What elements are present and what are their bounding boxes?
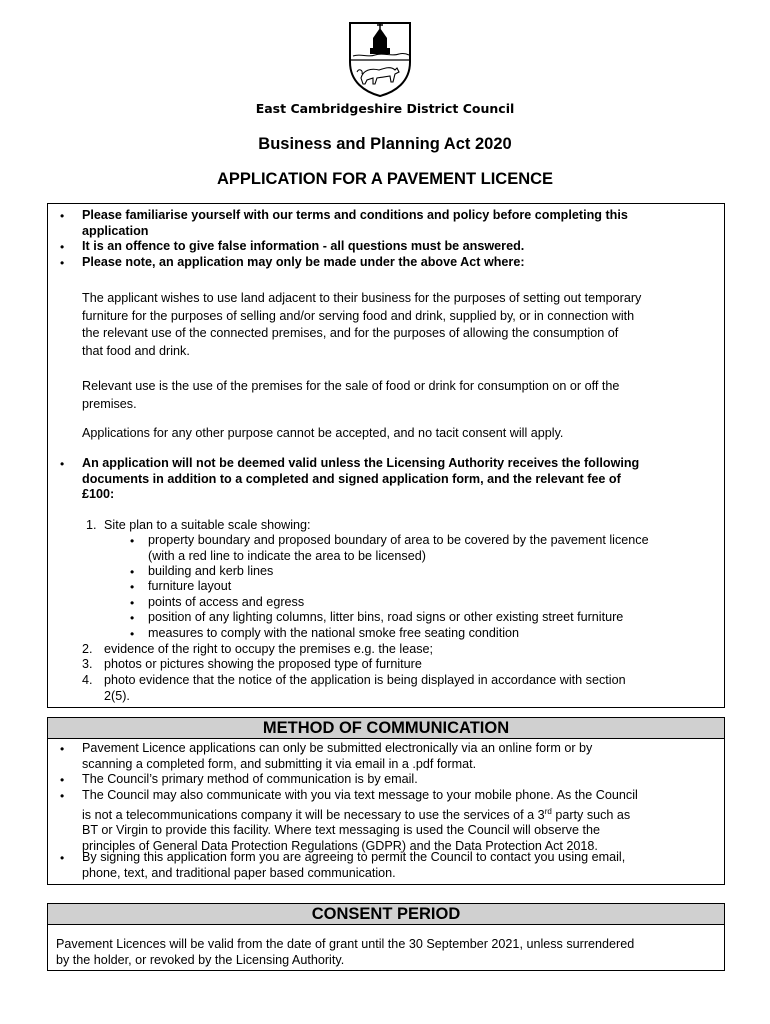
validity-line: An application will not be deemed valid unless the Licensing Authority receives the following bbox=[82, 456, 640, 470]
sub-line: property boundary and proposed boundary of area to be covered by the pavement licence bbox=[148, 533, 649, 547]
bullet-icon: • bbox=[60, 240, 65, 254]
doc-item-2: evidence of the right to occupy the premises e.g. the lease; bbox=[104, 642, 434, 656]
validity-line: documents in addition to a completed and signed application form, and the relevant fee of bbox=[82, 471, 621, 486]
bullet-icon: • bbox=[130, 627, 135, 641]
site-plan-sub-3: furniture layout bbox=[148, 579, 232, 593]
para2-line: Relevant use is the use of the premises for the sale of food or drink for consumption on or off the bbox=[82, 379, 620, 393]
bullet-icon: • bbox=[130, 565, 135, 579]
communication-heading: METHOD OF COMMUNICATION bbox=[48, 718, 724, 739]
site-plan-sub-5: position of any lighting columns, litter bins, road signs or other existing street furniture bbox=[148, 610, 624, 624]
doc-item-3: photos or pictures showing the proposed type of furniture bbox=[104, 657, 422, 671]
communication-bullet-1 bbox=[82, 741, 592, 772]
consent-heading: CONSENT PERIOD bbox=[48, 904, 724, 925]
doc-item-4 bbox=[104, 673, 626, 704]
intro-bullet-3: Please note, an application may only be made under the above Act where: bbox=[82, 255, 525, 269]
doc-item-4-line: 2(5). bbox=[104, 688, 130, 703]
comm-line: scanning a completed form, and submitting it via email in a .pdf format. bbox=[82, 756, 477, 771]
comm-line: principles of General Data Protection Regulations (GDPR) and the Data Protection Act 2018. bbox=[82, 838, 598, 853]
bullet-icon: • bbox=[60, 209, 65, 223]
intro-bullet-1-line-2: application bbox=[82, 223, 149, 238]
communication-section bbox=[47, 717, 725, 885]
other-purpose-paragraph: Applications for any other purpose cannot be accepted, and no tacit consent will apply. bbox=[82, 426, 564, 440]
bullet-icon: • bbox=[60, 773, 65, 787]
doc-item-1: Site plan to a suitable scale showing: bbox=[104, 518, 311, 532]
act-title: Business and Planning Act 2020 bbox=[258, 135, 512, 153]
bullet-icon: • bbox=[60, 789, 65, 803]
comm-text: is not a telecommunications company it will be necessary to use the services of a 3 bbox=[82, 807, 545, 822]
validity-bullet bbox=[82, 456, 639, 503]
consent-line: Pavement Licences will be valid from the date of grant until the 30 September 2021, unless surrendered bbox=[56, 937, 635, 951]
sub-line: (with a red line to indicate the area to be licensed) bbox=[148, 548, 426, 563]
doc-number-4: 4. bbox=[82, 673, 93, 687]
para1-line: that food and drink. bbox=[82, 343, 190, 358]
para1-line: furniture for the purposes of selling and/or serving food and drink, supplied by, or in connection with bbox=[82, 308, 635, 323]
para1-line: the relevant use of the connected premises, and for the purposes of allowing the consumption of bbox=[82, 326, 619, 341]
para2-line: premises. bbox=[82, 396, 137, 411]
bullet-icon: • bbox=[130, 596, 135, 610]
doc-number-1: 1. bbox=[86, 518, 97, 532]
intro-bullet-2: It is an offence to give false information - all questions must be answered. bbox=[82, 239, 525, 253]
comm-line: The Council may also communicate with you via text message to your mobile phone. As the Council bbox=[82, 788, 638, 802]
site-plan-sub-6: measures to comply with the national smoke free seating condition bbox=[148, 626, 520, 640]
communication-bullet-4 bbox=[82, 850, 625, 881]
bullet-icon: • bbox=[60, 457, 65, 471]
bullet-icon: • bbox=[130, 611, 135, 625]
doc-number-2: 2. bbox=[82, 642, 93, 656]
consent-text bbox=[56, 936, 634, 968]
site-plan-sub-2: building and kerb lines bbox=[148, 564, 274, 578]
consent-section bbox=[47, 903, 725, 971]
intro-bullet-1-line-1: Please familiarise yourself with our terms and conditions and policy before completing this bbox=[82, 208, 628, 222]
comm-line: BT or Virgin to provide this facility. Where text messaging is used the Council will observe the bbox=[82, 823, 600, 838]
council-crest-logo bbox=[347, 20, 413, 98]
communication-bullet-2: The Council’s primary method of communication is by email. bbox=[82, 772, 418, 786]
bullet-icon: • bbox=[130, 534, 135, 548]
application-title: APPLICATION FOR A PAVEMENT LICENCE bbox=[216, 170, 554, 188]
comm-text: party such as bbox=[551, 807, 631, 822]
bullet-icon: • bbox=[60, 851, 65, 865]
requirements-section bbox=[47, 203, 725, 708]
para1-line: The applicant wishes to use land adjacent to their business for the purposes of setting out temporary bbox=[82, 291, 642, 305]
comm-line bbox=[82, 804, 638, 824]
bullet-icon: • bbox=[60, 256, 65, 270]
comm-line: By signing this application form you are agreeing to permit the Council to contact you using email, bbox=[82, 850, 626, 864]
applicant-purpose-paragraph bbox=[82, 290, 641, 360]
bullet-icon: • bbox=[60, 742, 65, 756]
comm-line: Pavement Licence applications can only be submitted electronically via an online form or by bbox=[82, 741, 593, 755]
intro-bullet-1 bbox=[82, 208, 628, 239]
site-plan-sub-1 bbox=[148, 533, 649, 564]
doc-item-4-line: photo evidence that the notice of the application is being displayed in accordance with section bbox=[104, 673, 626, 687]
bullet-icon: • bbox=[130, 580, 135, 594]
validity-line: £100: bbox=[82, 487, 115, 502]
consent-line: by the holder, or revoked by the Licensing Authority. bbox=[56, 953, 345, 967]
site-plan-sub-4: points of access and egress bbox=[148, 595, 305, 609]
relevant-use-paragraph bbox=[82, 378, 619, 413]
communication-bullet-3 bbox=[82, 788, 638, 855]
ordinal-suffix: rd bbox=[544, 806, 552, 816]
comm-line: phone, text, and traditional paper based communication. bbox=[82, 865, 396, 880]
doc-number-3: 3. bbox=[82, 657, 93, 671]
council-name: East Cambridgeshire District Council bbox=[255, 101, 515, 116]
